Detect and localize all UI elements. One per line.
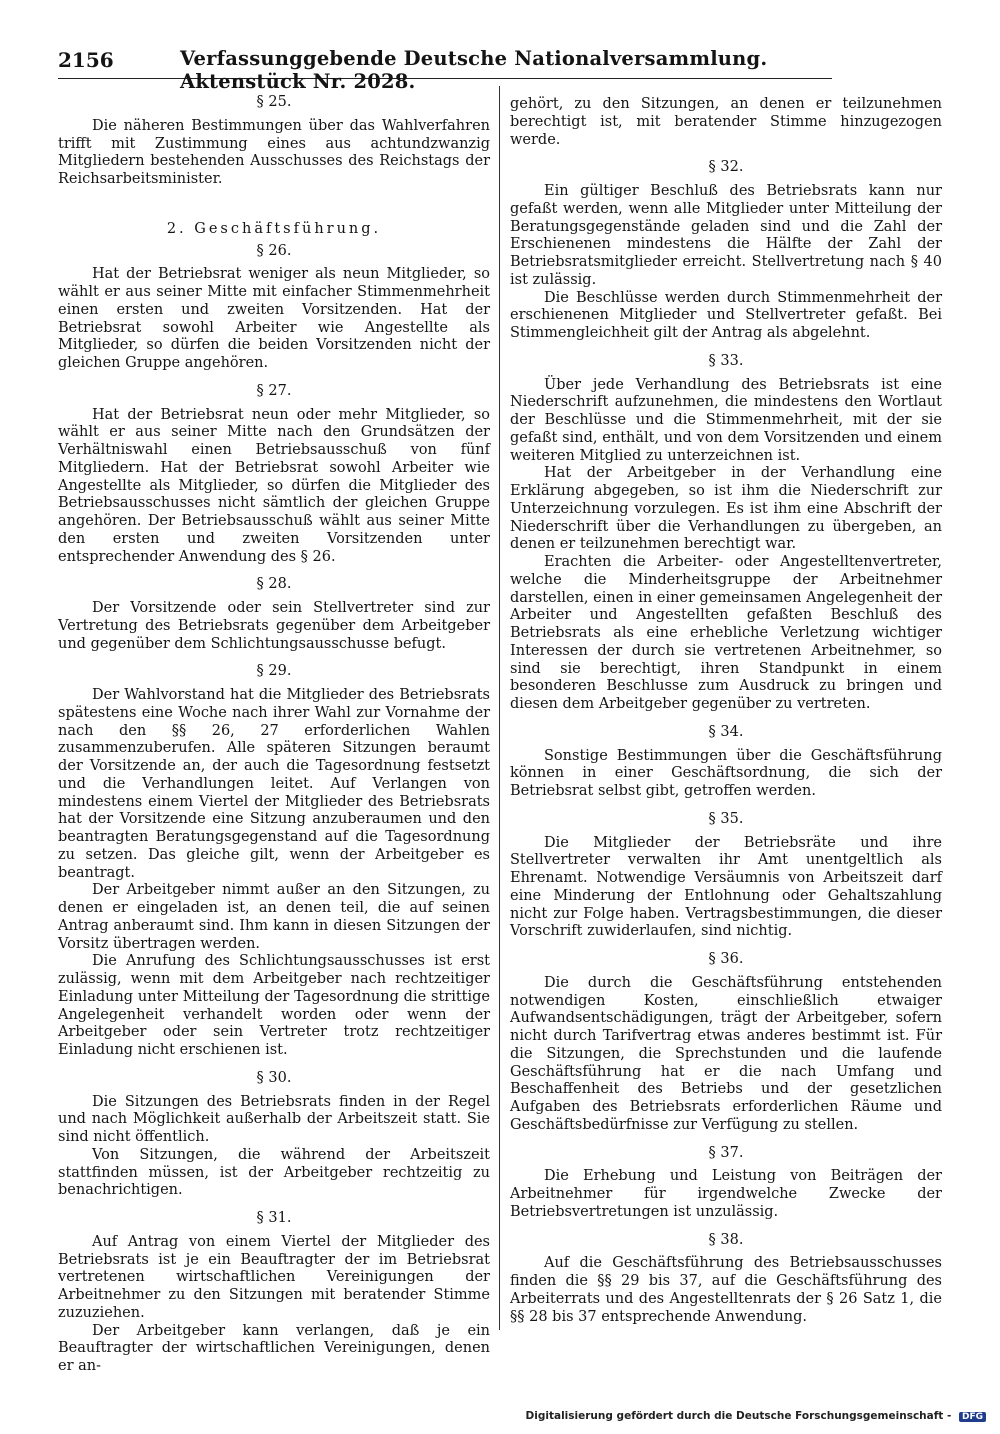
paragraph: Hat der Betriebsrat weniger als neun Mitglieder, so wählt er aus seiner Mitte mit einfacher Stimmenmehrheit einen ersten und zweiten Vorsitzenden. Hat der Betriebsrat sowohl Arbeiter wie Angestellte als Mitglieder, so dürfen die beiden Vorsitzenden nicht der gleichen Gruppe angehören. [58,266,490,371]
section-heading: § 29. [256,663,292,680]
section-heading: § 30. [256,1069,292,1086]
page-header [58,46,832,93]
paragraph: Erachten die Arbeiter- oder Angestelltenvertreter, welche die Minderheitsgruppe der Arbeitnehmer darstellen, einen in einer gemeinsamen Angelegenheit der Arbeiter und Angestellten gefaßten Beschluß des Betriebsrats als eine erhebliche Verletzung wichtiger Interessen der durch sie vertretenen Arbeitnehmer, so sind sie berechtigt, ihren Standpunkt in einem besonderen Beschlusse zum Ausdruck zu bringen und diesen dem Arbeitgeber gegenüber zu vertreten. [510,554,942,712]
column-divider [499,86,500,1330]
paragraph: Der Wahlvorstand hat die Mitglieder des Betriebsrats spätestens eine Woche nach ihrer Wahl zur Vornahme der nach den §§ 26, 27 erforderlichen Wahlen zusammenzuberufen. Alle späteren Sitzungen beraumt der Vorsitzende an, der auch die Tagesordnung festsetzt und die Verhandlungen leitet. Auf Verlangen von mindestens einem Viertel der Mitglieder des Betriebsrats hat der Vorsitzende eine Sitzung anzuberaumen und den beantragten Beratungsgegenstand auf die Tagesordnung zu setzen. Das gleiche gilt, wenn der Arbeitgeber es beantragt. [58,687,490,881]
paragraph: Die Anrufung des Schlichtungsausschusses ist erst zulässig, wenn mit dem Arbeitgeber nach rechtzeitiger Einladung unter Mitteilung der Tagesordnung die strittige Angelegenheit verhandelt worden oder wenn der Arbeitgeber oder sein Vertreter trotz rechtzeitiger Einladung nicht erschienen ist. [58,953,490,1058]
section-heading: § 25. [256,94,292,110]
section-heading: § 28. [256,576,292,593]
section-heading: § 35. [708,810,744,827]
running-title: Verfassunggebende Deutsche Nationalversammlung. Aktenstück Nr. 2028. [180,47,768,93]
section-heading: § 33. [708,352,744,369]
paragraph: Von Sitzungen, die während der Arbeitszeit stattfinden müssen, ist der Arbeitgeber rechtzeitig zu benachrichtigen. [58,1146,490,1199]
left-column [58,94,490,1376]
paragraph: Sonstige Bestimmungen über die Geschäftsführung können in einer Geschäftsordnung, die sich der Betriebsrat selbst gibt, getroffen werden. [510,747,942,799]
paragraph: Die Beschlüsse werden durch Stimmenmehrheit der erschienenen Mitglieder und Stellvertreter gefaßt. Bei Stimmengleichheit gilt der Antrag als abgelehnt. [510,289,942,341]
digitization-credit [526,1410,986,1422]
section-heading: § 36. [708,951,744,967]
page-number: 2156 [58,48,114,72]
paragraph-continuation: gehört, zu den Sitzungen, an denen er teilzunehmen berechtigt ist, mit beratender Stimme hinzugezogen werde. [510,96,942,148]
paragraph: Auf Antrag von einem Viertel der Mitglieder des Betriebsrats ist je ein Beauftragter der im Betriebsrat vertretenen wirtschaftlichen Vereinigungen der Arbeitnehmer zu den Sitzungen mit beratender Stimme zuzuziehen. [58,1233,490,1321]
paragraph: Die Sitzungen des Betriebsrats finden in der Regel und nach Möglichkeit außerhalb der Arbeitszeit statt. Sie sind nicht öffentlich. [58,1093,490,1145]
paragraph: Hat der Arbeitgeber in der Verhandlung eine Erklärung abgegeben, so ist ihm die Niederschrift zur Unterzeichnung vorzulegen. Es ist ihm eine Abschrift der Niederschrift über die Verhandlungen zu übergeben, an denen er teilzunehmen berechtigt war. [510,465,942,553]
section-heading: § 31. [256,1210,292,1226]
paragraph: Hat der Betriebsrat neun oder mehr Mitglieder, so wählt er aus seiner Mitte nach den Grundsätzen der Verhältniswahl einen Betriebsausschuß von fünf Mitgliedern. Hat der Betriebsrat sowohl Arbeiter wie Angestellte als Mitglieder, so dürfen die Mitglieder des Betriebsausschusses nicht sämtlich der gleichen Gruppe angehören. Der Betriebsausschuß wählt aus seiner Mitte den ersten und zweiten Vorsitzenden unter entsprechender Anwendung des § 26. [58,406,490,565]
paragraph: Die Mitglieder der Betriebsräte und ihre Stellvertreter verwalten ihr Amt unentgeltlich als Ehrenamt. Notwendige Versäumnis von Arbeitszeit darf eine Minderung der Entlohnung oder Gehaltszahlung nicht zur Folge haben. Vertragsbestimmungen, die dieser Vorschrift zuwiderlaufen, sind nichtig. [510,834,942,940]
section-heading: § 26. [256,242,292,259]
paragraph: Auf die Geschäftsführung des Betriebsausschusses finden die §§ 29 bis 37, auf die Geschäftsführung des Arbeiterrats und des Angestelltenrats der § 26 Satz 1, die §§ 28 bis 37 entsprechende Anwendung. [510,1255,942,1325]
paragraph: Der Arbeitgeber nimmt außer an den Sitzungen, zu denen er eingeladen ist, an denen teil, die auf seinen Antrag anberaumt sind. Ihm kann in diesen Sitzungen der Vorsitz übertragen werden. [58,882,490,952]
paragraph: Die näheren Bestimmungen über das Wahlverfahren trifft mit Zustimmung eines aus achtundzwanzig Mitgliedern bestehenden Ausschusses des Reichstags der Reichsarbeitsminister. [58,117,490,187]
paragraph: Der Arbeitgeber kann verlangen, daß je ein Beauftragter der wirtschaftlichen Vereinigungen, denen er an- [58,1322,490,1374]
paragraph: Die durch die Geschäftsführung entstehenden notwendigen Kosten, einschließlich etwaiger Aufwandsentschädigungen, trägt der Arbeitgeber, sofern nicht durch Tarifvertrag etwas anderes bestimmt ist. Für die Sitzungen, die Sprechstunden und die laufende Geschäftsführung hat er die nach Umfang und Beschaffenheit des Betriebs und der gesetzlichen Aufgaben des Betriebsrats erforderlichen Räume und Geschäftsbedürfnisse zur Verfügung zu stellen. [510,974,942,1133]
section-heading: § 32. [708,159,744,176]
credit-text: Digitalisierung gefördert durch die Deutsche Forschungsgemeinschaft - [525,1410,952,1422]
paragraph: Der Vorsitzende oder sein Stellvertreter sind zur Vertretung des Betriebsrats gegenüber dem Arbeitgeber und gegenüber dem Schlichtungsausschusse befugt. [58,600,490,652]
dfg-logo: DFG [959,1412,986,1422]
right-column [510,96,942,1326]
section-heading: § 37. [708,1144,744,1161]
section-heading: § 34. [708,723,744,740]
subsection-heading: 2. Geschäftsführung. [166,220,382,237]
section-heading: § 38. [708,1231,744,1248]
section-heading: § 27. [256,382,292,399]
paragraph: Über jede Verhandlung des Betriebsrats ist eine Niederschrift aufzunehmen, die mindestens den Wortlaut der Beschlüsse und die Stimmenmehrheit, mit der sie gefaßt sind, enthält, und von dem Vorsitzenden und einem weiteren Mitglied zu unterzeichnen ist. [510,376,942,464]
paragraph: Die Erhebung und Leistung von Beiträgen der Arbeitnehmer für irgendwelche Zwecke der Betriebsvertretungen ist unzulässig. [510,1168,942,1220]
paragraph: Ein gültiger Beschluß des Betriebsrats kann nur gefaßt werden, wenn alle Mitglieder unter Mitteilung der Beratungsgegenstände geladen sind und die Zahl der Erschienenen mindestens die Hälfte der Zahl der Betriebsratsmitglieder erreicht. Stellvertretung nach § 40 ist zulässig. [510,183,942,288]
